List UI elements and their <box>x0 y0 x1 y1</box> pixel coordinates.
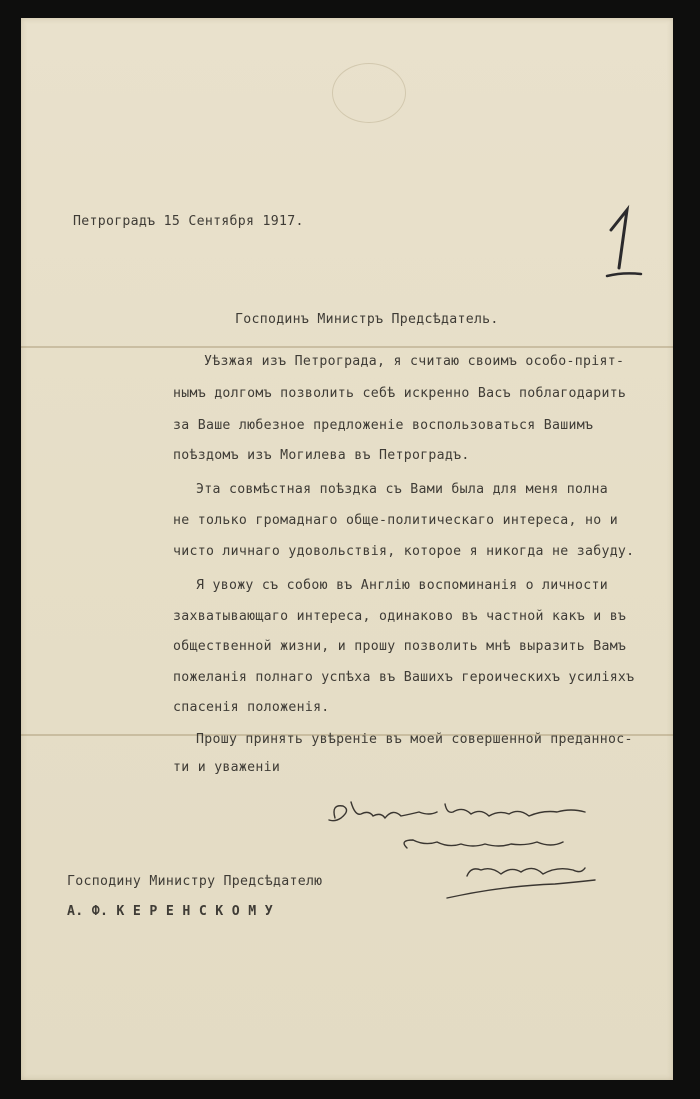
embossed-seal <box>332 63 406 123</box>
body-line: спасенiя положенiя. <box>173 700 330 715</box>
body-line: Уѣзжая изъ Петрограда, я считаю своимъ особо-прiят- <box>204 354 625 369</box>
fold-line <box>21 346 673 348</box>
place-date: Петроградъ 15 Сентября 1917. <box>73 214 304 229</box>
salutation: Господинъ Министръ Предсѣдатель. <box>235 312 499 327</box>
addressee-line-1: Господину Министру Предсѣдателю <box>67 874 323 889</box>
body-line: Эта совмѣстная поѣздка съ Вами была для меня полна <box>196 482 608 497</box>
body-line: общественной жизни, и прошу позволить мнѣ выразить Вамъ <box>173 639 627 654</box>
letter-page <box>21 18 673 1080</box>
body-line: ти и уваженiи <box>173 760 281 775</box>
addressee-line-2: А. Ф. К Е Р Е Н С К О М У <box>67 904 273 919</box>
body-line: чисто личнаго удовольствiя, которое я никогда не забуду. <box>173 544 635 559</box>
page-number-handwritten <box>605 204 645 284</box>
body-line: Прошу принять увѣренiе въ моей совершенной преданнос- <box>196 732 633 747</box>
handwritten-signature <box>321 794 601 914</box>
body-line: за Ваше любезное предложенiе воспользоваться Вашимъ <box>173 418 594 433</box>
body-line: пожеланiя полнаго успѣха въ Вашихъ героическихъ усилiяхъ <box>173 670 635 685</box>
body-line: Я увожу съ собою въ Англiю воспоминанiя о личности <box>196 578 608 593</box>
body-line: поѣздомъ изъ Могилева въ Петроградъ. <box>173 448 470 463</box>
body-line: захватывающаго интереса, одинаково въ частной какъ и въ <box>173 609 627 624</box>
body-line: нымъ долгомъ позволить себѣ искренно Васъ поблагодарить <box>173 386 627 401</box>
body-line: не только громаднаго обще-политическаго интереса, но и <box>173 513 618 528</box>
